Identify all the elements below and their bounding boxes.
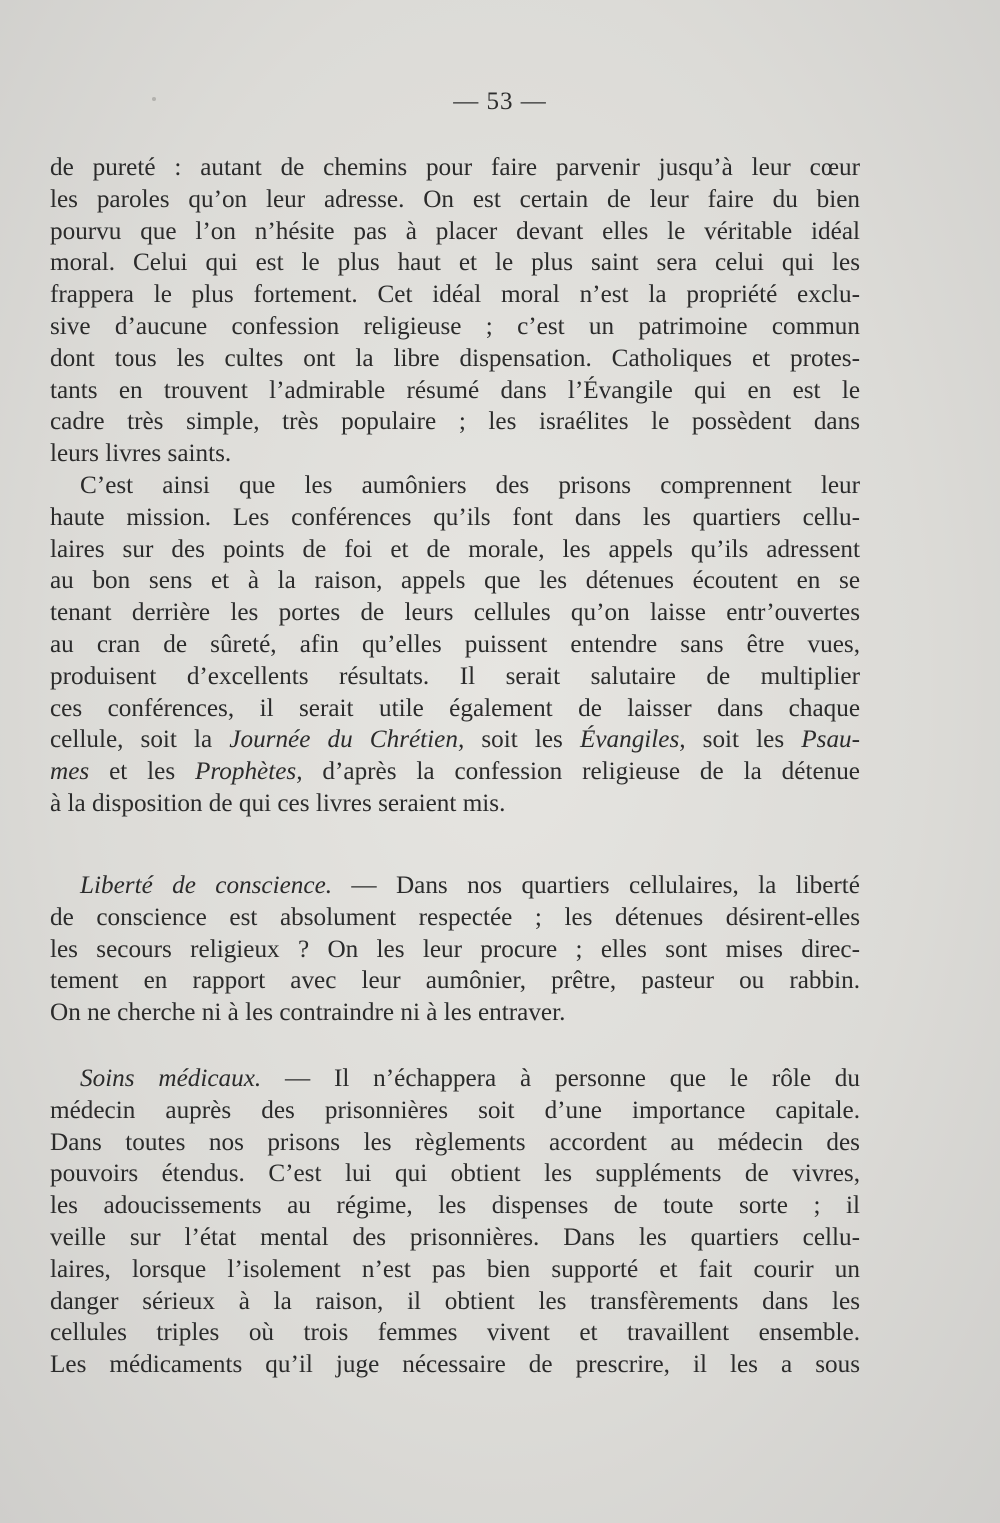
text-line: ces conférences, il serait utile également de laisser dans chaque xyxy=(50,694,860,722)
text-run: cellule, soit la xyxy=(50,726,230,754)
text-run: soit les xyxy=(685,726,802,754)
text-line: tants en trouvent l’admirable résumé dans l’Évangile qui en est le xyxy=(50,376,860,404)
text-line: les paroles qu’on leur adresse. On est certain de leur faire du bien xyxy=(50,185,860,213)
text-line-with-titles xyxy=(50,756,860,788)
section-first-line xyxy=(50,870,860,902)
text-line: les secours religieux ? On les leur procure ; elles sont mises direc- xyxy=(50,935,860,963)
book-title: mes xyxy=(50,758,90,786)
text-line: Dans toutes nos prisons les règlements accordent au médecin des xyxy=(50,1128,860,1156)
text-line: tenant derrière les portes de leurs cellules qu’on laisse entr’ouvertes xyxy=(50,599,860,627)
text-run: d’après la confession religieuse de la détenue xyxy=(302,758,860,786)
book-title: Psau- xyxy=(801,726,861,754)
text-run: — Dans nos quartiers cellulaires, la liberté xyxy=(332,872,860,899)
section-first-line xyxy=(50,1063,860,1095)
page-number: — 53 — xyxy=(453,88,547,115)
text-line: les adoucissements au régime, les dispenses de toute sorte ; il xyxy=(50,1192,860,1220)
section-heading: Soins médicaux. xyxy=(80,1065,262,1092)
text-line: pouvoirs étendus. C’est lui qui obtient les suppléments de vivres, xyxy=(50,1160,860,1188)
text-line: sive d’aucune confession religieuse ; c’est un patrimoine commun xyxy=(50,312,860,340)
section-heading: Liberté de conscience. xyxy=(80,872,333,899)
text-line: danger sérieux à la raison, il obtient les transfèrements dans les xyxy=(50,1287,860,1315)
text-line-with-titles xyxy=(50,724,860,756)
text-line: On ne cherche ni à les contraindre ni à les entraver. xyxy=(50,999,566,1027)
book-title: Évangiles, xyxy=(579,726,686,754)
text-line: dont tous les cultes ont la libre dispensation. Catholiques et protes- xyxy=(50,344,860,372)
text-line: laires, lorsque l’isolement n’est pas bien supporté et fait courir un xyxy=(50,1255,860,1283)
book-title: Journée du Chrétien, xyxy=(229,726,465,754)
text-line: au bon sens et à la raison, appels que les détenues écoutent en se xyxy=(50,567,860,595)
text-line: C’est ainsi que les aumôniers des prisons comprennent leur xyxy=(80,472,860,499)
text-line: veille sur l’état mental des prisonnières. Dans les quartiers cellu- xyxy=(50,1223,860,1251)
text-line: frappera le plus fortement. Cet idéal moral n’est la propriété exclu- xyxy=(50,281,860,309)
text-line: tement en rapport avec leur aumônier, prêtre, pasteur ou rabbin. xyxy=(50,967,860,995)
text-line: laires sur des points de foi et de morale, les appels qu’ils adressent xyxy=(50,535,860,563)
text-line: Les médicaments qu’il juge nécessaire de prescrire, il les a sous xyxy=(50,1351,860,1379)
book-title: Prophètes, xyxy=(195,758,303,786)
text-run: — Il n’échappera à personne que le rôle du xyxy=(261,1065,860,1092)
paragraph-purete xyxy=(50,152,860,470)
text-run: et les xyxy=(89,758,196,786)
text-line: produisent d’excellents résultats. Il serait salutaire de multiplier xyxy=(50,662,860,690)
text-run: soit les xyxy=(464,726,580,754)
text-line: cadre très simple, très populaire ; les israélites le possèdent dans xyxy=(50,408,860,436)
text-line: moral. Celui qui est le plus haut et le plus saint sera celui qui les xyxy=(50,249,860,277)
text-line: haute mission. Les conférences qu’ils font dans les quartiers cellu- xyxy=(50,503,860,531)
paragraph-aumoniers xyxy=(50,470,860,820)
text-line: de conscience est absolument respectée ; les détenues désirent-elles xyxy=(50,903,860,931)
section-soins-medicaux xyxy=(50,1063,860,1381)
text-line: de pureté : autant de chemins pour faire parvenir jusqu’à leur cœur xyxy=(50,154,860,181)
text-line: cellules triples où trois femmes vivent et travaillent ensemble. xyxy=(50,1319,860,1347)
text-line: au cran de sûreté, afin qu’elles puissent entendre sans être vues, xyxy=(50,630,860,658)
text-line: pourvu que l’on n’hésite pas à placer devant elles le véritable idéal xyxy=(50,217,860,245)
text-line: médecin auprès des prisonnières soit d’une importance capitale. xyxy=(50,1096,860,1124)
section-liberte-de-conscience xyxy=(50,870,860,1029)
text-line: à la disposition de qui ces livres seraient mis. xyxy=(50,789,506,817)
text-line: leurs livres saints. xyxy=(50,440,232,468)
